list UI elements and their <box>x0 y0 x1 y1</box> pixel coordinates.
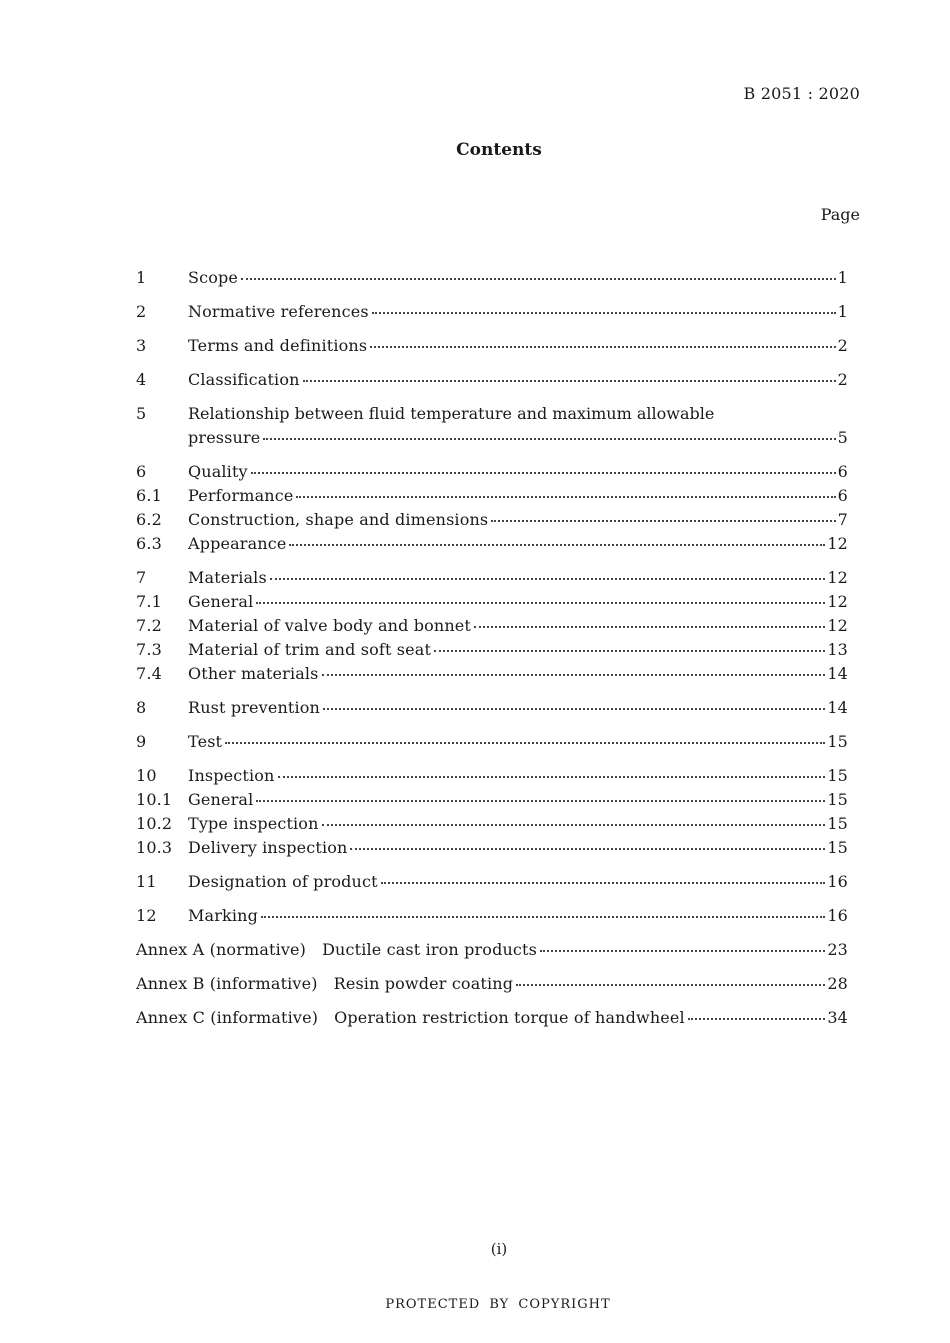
toc-title: Test <box>188 732 223 751</box>
annex-title: Ductile cast iron products <box>322 940 537 959</box>
dot-leader <box>372 311 836 314</box>
toc-page: 12 <box>827 568 848 587</box>
toc-number: 12 <box>136 906 157 925</box>
dot-leader <box>289 543 825 546</box>
table-of-contents <box>136 266 848 1040</box>
toc-entry-7-2[interactable] <box>136 614 848 638</box>
annex-label: Annex C (informative) <box>136 1008 319 1027</box>
toc-entry-6-3[interactable] <box>136 532 848 556</box>
toc-title: Quality <box>188 462 248 481</box>
dot-leader <box>381 881 826 884</box>
contents-heading: Contents <box>456 140 542 160</box>
toc-entry-6-2[interactable] <box>136 508 848 532</box>
toc-title: Delivery inspection <box>188 838 348 857</box>
annex-page: 23 <box>827 940 848 959</box>
dot-leader <box>256 799 825 802</box>
dot-leader <box>303 379 836 382</box>
dot-leader <box>270 577 826 580</box>
toc-entry-7-3[interactable] <box>136 638 848 662</box>
toc-number: 6.2 <box>136 510 162 529</box>
toc-page: 15 <box>827 766 848 785</box>
dot-leader <box>256 601 825 604</box>
document-id: B 2051 : 2020 <box>743 84 860 103</box>
toc-number: 7.1 <box>136 592 162 611</box>
annex-title: Resin powder coating <box>333 974 514 993</box>
page-column-label: Page <box>820 205 860 224</box>
dot-leader <box>434 649 825 652</box>
dot-leader <box>225 741 825 744</box>
toc-number: 7.3 <box>136 640 162 659</box>
toc-number: 10.2 <box>136 814 173 833</box>
toc-number: 3 <box>136 336 147 355</box>
toc-entry-7[interactable] <box>136 566 848 590</box>
toc-page: 7 <box>837 510 848 529</box>
toc-page: 1 <box>837 268 848 287</box>
toc-title: Rust prevention <box>188 698 320 717</box>
toc-number: 7.4 <box>136 664 162 683</box>
toc-page: 12 <box>827 534 848 553</box>
toc-number: 2 <box>136 302 147 321</box>
dot-leader <box>350 847 825 850</box>
toc-page: 15 <box>827 814 848 833</box>
toc-number: 4 <box>136 370 147 389</box>
toc-page: 16 <box>827 906 848 925</box>
toc-title: Inspection <box>188 766 275 785</box>
toc-number: 6.1 <box>136 486 162 505</box>
toc-title: Material of valve body and bonnet <box>188 616 472 635</box>
toc-annex-c[interactable] <box>136 1006 848 1030</box>
toc-entry-12[interactable] <box>136 904 848 928</box>
toc-number: 10 <box>136 766 157 785</box>
toc-title: Performance <box>188 486 294 505</box>
toc-title: Type inspection <box>188 814 319 833</box>
toc-entry-7-4[interactable] <box>136 662 848 686</box>
toc-number: 7 <box>136 568 147 587</box>
toc-title: Normative references <box>188 302 369 321</box>
toc-number: 11 <box>136 872 157 891</box>
dot-leader <box>263 437 835 440</box>
toc-entry-10-3[interactable] <box>136 836 848 860</box>
toc-entry-6[interactable] <box>136 460 848 484</box>
toc-page: 2 <box>837 370 848 389</box>
dot-leader <box>370 345 835 348</box>
toc-entry-10-1[interactable] <box>136 788 848 812</box>
toc-number: 1 <box>136 268 147 287</box>
dot-leader <box>540 949 825 952</box>
toc-entry-10-2[interactable] <box>136 812 848 836</box>
toc-number: 7.2 <box>136 616 162 635</box>
dot-leader <box>688 1017 826 1020</box>
toc-entry-2[interactable] <box>136 300 848 324</box>
toc-page: 12 <box>827 592 848 611</box>
toc-title: Classification <box>188 370 300 389</box>
annex-label: Annex A (normative) <box>136 940 307 959</box>
toc-page: 14 <box>827 698 848 717</box>
dot-leader <box>241 277 836 280</box>
toc-title: Designation of product <box>188 872 378 891</box>
dot-leader <box>491 519 835 522</box>
toc-entry-9[interactable] <box>136 730 848 754</box>
toc-title: Construction, shape and dimensions <box>188 510 489 529</box>
toc-title: Scope <box>188 268 239 287</box>
toc-title: Material of trim and soft seat <box>188 640 432 659</box>
toc-title: Appearance <box>188 534 287 553</box>
toc-page: 5 <box>837 428 848 447</box>
toc-annex-b[interactable] <box>136 972 848 996</box>
page-folio: (i) <box>490 1240 508 1258</box>
toc-entry-4[interactable] <box>136 368 848 392</box>
toc-page: 6 <box>837 462 848 481</box>
dot-leader <box>516 983 825 986</box>
toc-entry-10[interactable] <box>136 764 848 788</box>
toc-page: 1 <box>837 302 848 321</box>
toc-number: 9 <box>136 732 147 751</box>
toc-entry-7-1[interactable] <box>136 590 848 614</box>
toc-page: 13 <box>827 640 848 659</box>
toc-title-line2: pressure <box>188 428 261 447</box>
toc-title: Marking <box>188 906 258 925</box>
toc-entry-5[interactable] <box>136 402 848 450</box>
toc-page: 15 <box>827 838 848 857</box>
toc-number: 10.3 <box>136 838 173 857</box>
toc-entry-11[interactable] <box>136 870 848 894</box>
toc-number: 10.1 <box>136 790 173 809</box>
toc-title: General <box>188 592 254 611</box>
dot-leader <box>278 775 826 778</box>
toc-entry-6-1[interactable] <box>136 484 848 508</box>
toc-page: 14 <box>827 664 848 683</box>
toc-number: 5 <box>136 404 147 423</box>
toc-number: 6.3 <box>136 534 162 553</box>
toc-entry-8[interactable] <box>136 696 848 720</box>
toc-page: 2 <box>837 336 848 355</box>
copyright-notice: PROTECTED BY COPYRIGHT <box>385 1297 611 1312</box>
toc-title: General <box>188 790 254 809</box>
dot-leader <box>251 471 836 474</box>
toc-page: 6 <box>837 486 848 505</box>
toc-annex-a[interactable] <box>136 938 848 962</box>
dot-leader <box>261 915 825 918</box>
toc-title-line1: Relationship between fluid temperature and maximum allowable <box>188 404 715 423</box>
toc-title: Materials <box>188 568 267 587</box>
annex-title: Operation restriction torque of handwheel <box>334 1008 685 1027</box>
toc-number: 8 <box>136 698 147 717</box>
toc-page: 15 <box>827 732 848 751</box>
annex-page: 34 <box>827 1008 848 1027</box>
toc-title: Terms and definitions <box>188 336 368 355</box>
toc-number: 6 <box>136 462 147 481</box>
dot-leader <box>323 707 825 710</box>
annex-label: Annex B (informative) <box>136 974 318 993</box>
toc-page: 15 <box>827 790 848 809</box>
toc-title: Other materials <box>188 664 319 683</box>
toc-page: 12 <box>827 616 848 635</box>
toc-page: 16 <box>827 872 848 891</box>
annex-page: 28 <box>827 974 848 993</box>
toc-entry-1[interactable] <box>136 266 848 290</box>
dot-leader <box>322 823 826 826</box>
toc-entry-3[interactable] <box>136 334 848 358</box>
dot-leader <box>322 673 826 676</box>
dot-leader <box>474 625 825 628</box>
dot-leader <box>296 495 835 498</box>
